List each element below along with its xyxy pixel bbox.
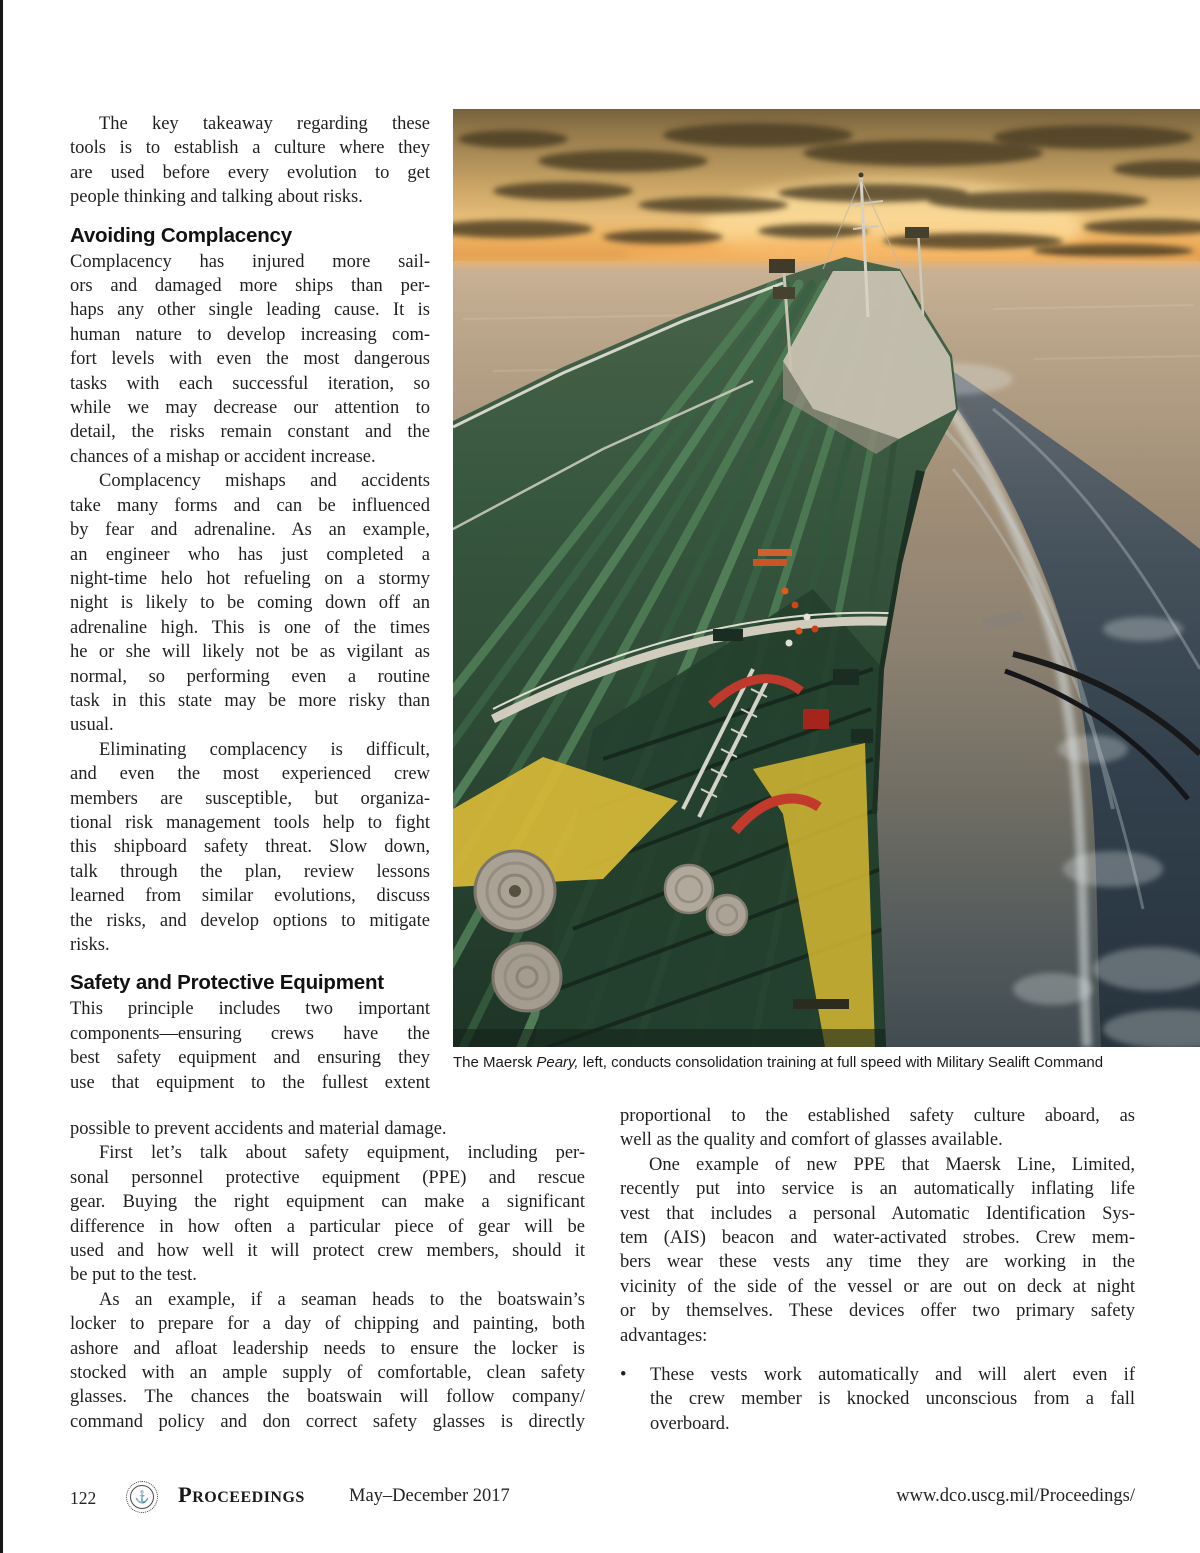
paragraph [70, 997, 430, 1095]
text-line: proportional to the established safety culture aboard, as [620, 1106, 1135, 1126]
text-line: an engineer who has just completed a [70, 544, 430, 565]
text-line: night is likely to be coming down off an [70, 593, 430, 614]
text-line: used and how well it will protect crew members, should it [70, 1241, 585, 1262]
text-line: ashore and afloat leadership needs to ensure the locker is [70, 1338, 585, 1359]
text-line: gear. Buying the right equipment can make a significant [70, 1192, 585, 1213]
article-column-right [620, 1104, 1135, 1436]
text-line: glasses. The chances the boatswain will follow company/ [70, 1387, 585, 1408]
text-line: components—ensuring crews have the [70, 1023, 430, 1044]
paragraph [70, 112, 430, 210]
page-scan-edge [0, 0, 3, 1553]
text-line: use that equipment to the fullest extent [70, 1072, 430, 1093]
text-line: sonal personnel protective equipment (PPE) and rescue [70, 1167, 585, 1188]
text-line: talk through the plan, review lessons [70, 861, 430, 882]
text-line: tional risk management tools help to fight [70, 812, 430, 833]
text-line: overboard. [650, 1413, 730, 1434]
text-line: or by themselves. These devices offer two primary safety [620, 1301, 1135, 1322]
uscg-seal-icon [126, 1481, 158, 1513]
text-line: bers wear these vests any time they are working in the [620, 1252, 1135, 1273]
magazine-url: www.dco.uscg.mil/Proceedings/ [896, 1486, 1135, 1506]
paragraph [620, 1153, 1135, 1348]
bullet-icon: • [620, 1365, 627, 1386]
text-line: advantages: [620, 1325, 708, 1346]
text-line: normal, so performing even a routine [70, 666, 430, 687]
text-line: This principle includes two important [70, 999, 430, 1020]
text-line: while we may decrease our attention to [70, 398, 430, 419]
text-line: Complacency has injured more sail- [70, 251, 430, 272]
text-line: are used before every evolution to get [70, 162, 430, 183]
text-line: human nature to develop increasing com- [70, 324, 430, 345]
text-line: vicinity of the side of the vessel or are out on deck at night [620, 1276, 1135, 1297]
text-line: vest that includes a personal Automatic Identification Sys- [620, 1203, 1135, 1224]
caption-text-rest: left, conducts consolidation training at full speed with Military Sealift Command [578, 1054, 1104, 1071]
text-line: adrenaline high. This is one of the times [70, 617, 430, 638]
photo-caption [453, 1053, 1153, 1072]
caption-text: The Maersk [453, 1054, 537, 1071]
text-line: best safety equipment and ensuring they [70, 1048, 430, 1069]
text-line: be put to the test. [70, 1265, 197, 1286]
text-line: this shipboard safety threat. Slow down, [70, 837, 430, 858]
text-line: the crew member is knocked unconscious from a fall [650, 1389, 1135, 1410]
text-line: fort levels with even the most dangerous [70, 349, 430, 370]
text-line: risks. [70, 935, 110, 955]
issue-date: May–December 2017 [349, 1486, 510, 1506]
text-line: take many forms and can be influenced [70, 495, 430, 516]
magazine-title: Proceedings [178, 1482, 305, 1507]
ship-deck-sunset-photo [453, 109, 1200, 1047]
text-line: by fear and adrenaline. As an example, [70, 520, 430, 541]
article-column-left-narrow [70, 112, 430, 1095]
text-line: well as the quality and comfort of glasses available. [620, 1130, 1003, 1151]
text-line: recently put into service is an automatically inflating life [620, 1179, 1135, 1200]
text-line: stocked with an ample supply of comfortable, clean safety [70, 1363, 585, 1384]
text-line: task in this state may be more risky than [70, 690, 430, 711]
text-line: The key takeaway regarding these [99, 114, 430, 134]
text-line: First let’s talk about safety equipment, including per- [99, 1143, 585, 1164]
bullet-list-item [620, 1363, 1135, 1436]
text-line: tools is to establish a culture where they [70, 138, 430, 159]
text-line: command policy and don correct safety glasses is directly [70, 1411, 585, 1432]
text-line: Eliminating complacency is difficult, [99, 739, 430, 760]
text-line: These vests work automatically and will alert even if [650, 1365, 1135, 1386]
text-line: the risks, and develop options to mitigate [70, 910, 430, 931]
text-line: members are susceptible, but organiza- [70, 788, 430, 809]
text-line: locker to prepare for a day of chipping and painting, both [70, 1314, 585, 1335]
paragraph [70, 738, 430, 958]
text-line: people thinking and talking about risks. [70, 187, 363, 208]
article-column-left-wide [70, 1117, 585, 1434]
paragraph [620, 1104, 1135, 1153]
text-line: and even the most experienced crew [70, 764, 430, 785]
text-line: possible to prevent accidents and material damage. [70, 1119, 447, 1139]
paragraph [70, 1117, 585, 1141]
paragraph [70, 1141, 585, 1287]
text-line: tem (AIS) beacon and water-activated strobes. Crew mem- [620, 1228, 1135, 1249]
text-line: One example of new PPE that Maersk Line, Limited, [649, 1154, 1135, 1175]
text-line: he or she will likely not be as vigilant as [70, 642, 430, 663]
text-line: detail, the risks remain constant and the [70, 422, 430, 443]
text-line: usual. [70, 715, 114, 736]
section-heading: Avoiding Complacency [70, 223, 292, 247]
text-line: tasks with each successful iteration, so [70, 373, 430, 394]
caption-ship-name: Peary, [536, 1054, 579, 1071]
text-line: haps any other single leading cause. It is [70, 300, 430, 321]
paragraph [70, 1288, 585, 1434]
text-line: Complacency mishaps and accidents [99, 471, 430, 492]
paragraph [70, 250, 430, 470]
text-line: night-time helo hot refueling on a stormy [70, 568, 430, 589]
text-line: difference in how often a particular piece of gear will be [70, 1216, 585, 1237]
text-line: chances of a mishap or accident increase. [70, 446, 376, 467]
maersk-peary-photo-illustration [453, 109, 1200, 1047]
section-heading: Safety and Protective Equipment [70, 971, 384, 995]
text-line: learned from similar evolutions, discuss [70, 886, 430, 907]
page-number: 122 [70, 1488, 97, 1508]
text-line: ors and damaged more ships than per- [70, 276, 430, 297]
anchor-icon: ⚓ [130, 1485, 154, 1509]
paragraph [70, 469, 430, 737]
text-line: As an example, if a seaman heads to the boatswain’s [99, 1289, 585, 1310]
